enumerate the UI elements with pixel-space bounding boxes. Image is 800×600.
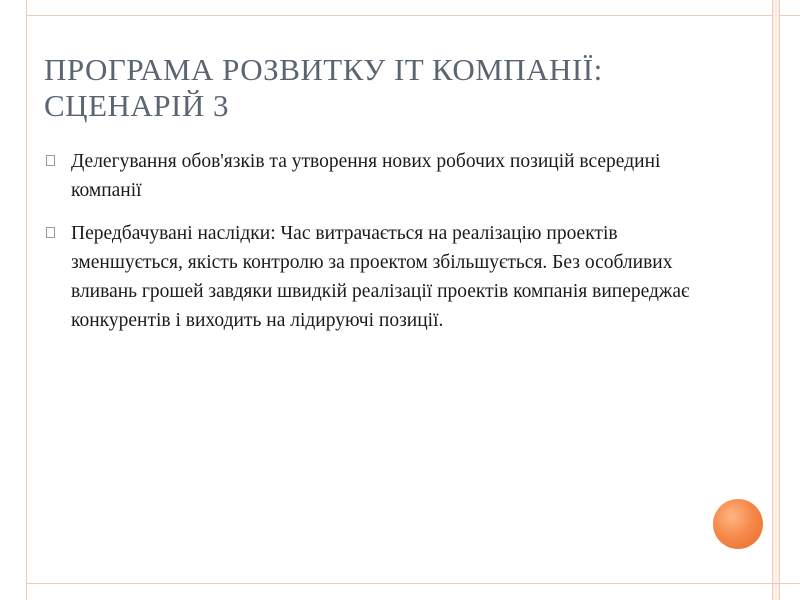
- bullet-marker-icon: [46, 155, 55, 166]
- bullet-list: [44, 147, 704, 349]
- orange-circle-decoration: [713, 499, 763, 549]
- bullet-text: Передбачувані наслідки: Час витрачається на реалізацію проектів зменшується, якість контролю за проектом збільшується. Без особливих вливань грошей завдяки швидкій реалізації проектів компанія випереджає конкурентів і виходить на лідируючі позиції.: [71, 223, 690, 331]
- slide-title: ПРОГРАМА РОЗВИТКУ IT КОМПАНІЇ: СЦЕНАРІЙ 3: [44, 52, 603, 123]
- frame-right-inner-line: [779, 0, 780, 600]
- frame-top-line: [26, 0, 800, 16]
- frame-right-outer-line: [772, 0, 773, 600]
- frame-bottom-line: [26, 583, 800, 584]
- bullet-item: [44, 147, 704, 205]
- bullet-marker-icon: [46, 227, 55, 238]
- bullet-item: [44, 219, 704, 335]
- frame-left-line: [26, 16, 27, 600]
- bullet-text: Делегування обов'язків та утворення нових робочих позицій всередині компанії: [71, 151, 661, 201]
